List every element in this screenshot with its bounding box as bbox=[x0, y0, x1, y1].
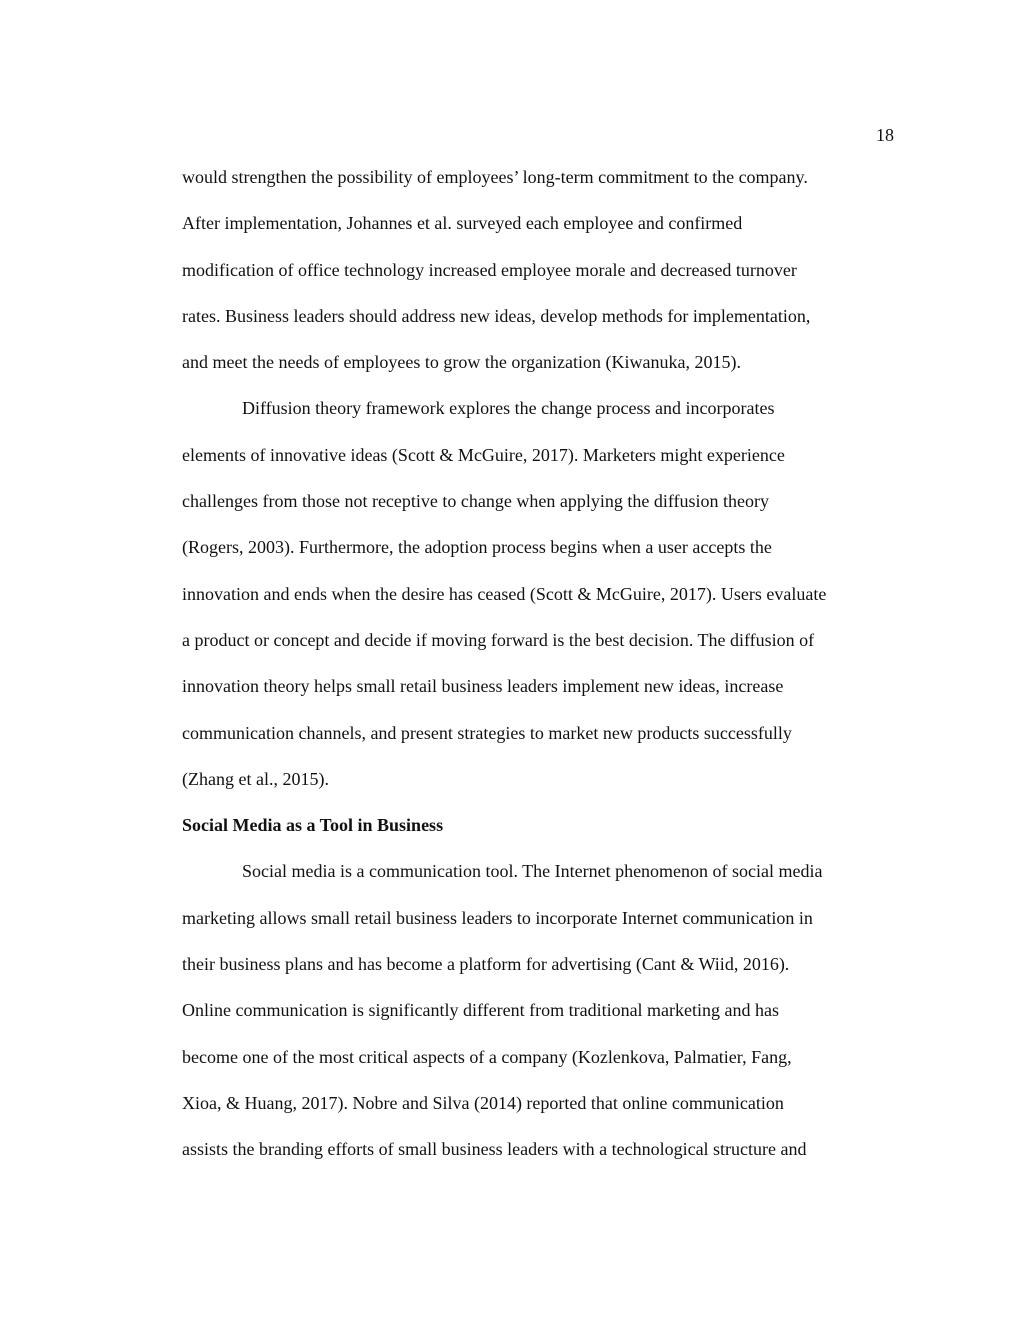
text-line: and meet the needs of employees to grow the organization (Kiwanuka, 2015). bbox=[182, 352, 742, 373]
text-line: communication channels, and present strategies to market new products successfully bbox=[182, 722, 792, 743]
text-line: Online communication is significantly different from traditional marketing and has bbox=[182, 1000, 780, 1021]
text-line: marketing allows small retail business leaders to incorporate Internet communication in bbox=[182, 907, 813, 928]
text-line: elements of innovative ideas (Scott & McGuire, 2017). Marketers might experience bbox=[182, 444, 785, 465]
text-line: (Zhang et al., 2015). bbox=[182, 768, 329, 789]
page-number: 18 bbox=[876, 125, 894, 145]
section-heading: Social Media as a Tool in Business bbox=[182, 815, 444, 836]
text-line: modification of office technology increased employee morale and decreased turnover bbox=[182, 259, 797, 280]
text-line: (Rogers, 2003). Furthermore, the adoption process begins when a user accepts the bbox=[182, 537, 772, 558]
text-line: innovation theory helps small retail business leaders implement new ideas, increase bbox=[182, 676, 784, 697]
text-line: Xioa, & Huang, 2017). Nobre and Silva (2014) reported that online communication bbox=[182, 1092, 784, 1113]
document-body bbox=[182, 154, 904, 1173]
paragraph-first-line: Social media is a communication tool. The Internet phenomenon of social media bbox=[242, 861, 823, 882]
text-line: their business plans and has become a platform for advertising (Cant & Wiid, 2016). bbox=[182, 954, 790, 975]
text-line: would strengthen the possibility of employees’ long-term commitment to the company. bbox=[182, 167, 808, 187]
text-line: a product or concept and decide if moving forward is the best decision. The diffusion of bbox=[182, 629, 815, 650]
text-line: assists the branding efforts of small business leaders with a technological structure and bbox=[182, 1139, 807, 1160]
text-line: rates. Business leaders should address new ideas, develop methods for implementation, bbox=[182, 305, 811, 326]
paragraph-first-line: Diffusion theory framework explores the change process and incorporates bbox=[242, 398, 775, 419]
text-line: innovation and ends when the desire has ceased (Scott & McGuire, 2017). Users evaluate bbox=[182, 583, 827, 604]
text-line: become one of the most critical aspects of a company (Kozlenkova, Palmatier, Fang, bbox=[182, 1046, 792, 1067]
text-line: challenges from those not receptive to change when applying the diffusion theory bbox=[182, 491, 769, 512]
text-line: After implementation, Johannes et al. surveyed each employee and confirmed bbox=[182, 213, 743, 234]
